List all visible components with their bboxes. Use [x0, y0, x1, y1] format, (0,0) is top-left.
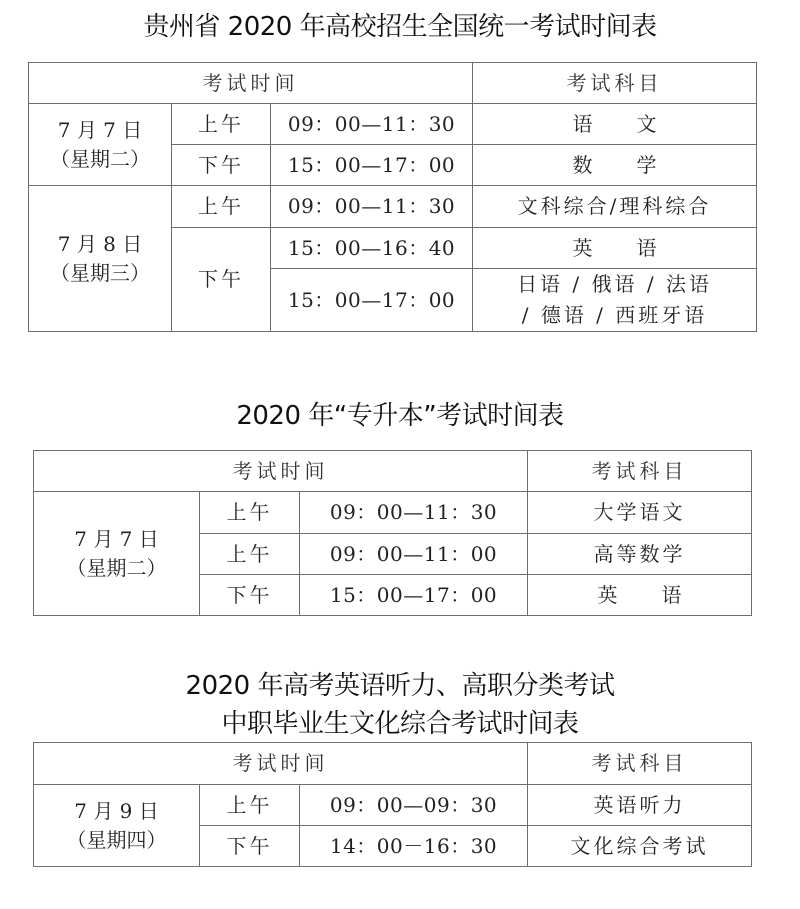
date-label: 7 月 9 日 — [74, 798, 159, 823]
header-exam-subject: 考试科目 — [528, 451, 752, 492]
time-cell: 15：00—17：00 — [271, 269, 473, 332]
period-cell: 下午 — [200, 826, 300, 867]
subject-cell: 日语 / 俄语 / 法语 / 德语 / 西班牙语 — [473, 269, 757, 332]
listening-vocational-title-line1: 2020 年高考英语听力、高职分类考试 — [185, 671, 615, 701]
header-exam-time: 考试时间 — [34, 743, 528, 785]
time-cell: 09：00—09：30 — [300, 785, 528, 826]
time-cell: 15：00—17：00 — [271, 145, 473, 186]
period-cell: 下午 — [200, 575, 300, 616]
listening-vocational-schedule-table — [33, 742, 752, 867]
weekday-label: （星期四） — [66, 827, 167, 852]
time-cell: 09：00—11：00 — [300, 534, 528, 575]
date-cell — [34, 785, 200, 867]
weekday-label: （星期二） — [50, 146, 150, 171]
header-exam-subject: 考试科目 — [528, 743, 752, 785]
time-cell: 09：00—11：30 — [271, 104, 473, 145]
header-exam-subject: 考试科目 — [473, 63, 757, 104]
table-header-row — [34, 451, 752, 492]
gaokao-schedule-table — [28, 62, 757, 332]
time-cell: 15：00—16：40 — [271, 228, 473, 269]
weekday-label: （星期二） — [66, 555, 167, 580]
time-cell: 09：00—11：30 — [271, 186, 473, 228]
date-cell — [29, 104, 172, 186]
table-row — [29, 104, 757, 145]
listening-vocational-title-line2: 中职毕业生文化综合考试时间表 — [221, 709, 579, 739]
zhuanshengben-schedule-table — [33, 450, 752, 616]
period-cell: 下午 — [172, 228, 271, 332]
period-cell: 上午 — [200, 534, 300, 575]
subject-cell: 大学语文 — [528, 492, 752, 534]
period-cell: 下午 — [172, 145, 271, 186]
period-cell: 上午 — [172, 186, 271, 228]
date-cell — [29, 186, 172, 332]
table-row — [29, 186, 757, 228]
period-cell: 上午 — [200, 785, 300, 826]
time-cell: 14：00－16：30 — [300, 826, 528, 867]
date-cell — [34, 492, 200, 616]
header-exam-time: 考试时间 — [29, 63, 473, 104]
subject-cell: 英语听力 — [528, 785, 752, 826]
period-cell: 上午 — [172, 104, 271, 145]
period-cell: 上午 — [200, 492, 300, 534]
subject-cell: 高等数学 — [528, 534, 752, 575]
subject-cell: 语文 — [473, 104, 757, 145]
subject-cell: 数学 — [473, 145, 757, 186]
table-row — [34, 492, 752, 534]
subject-cell: 文科综合/理科综合 — [473, 186, 757, 228]
subject-cell: 英语 — [473, 228, 757, 269]
time-cell: 09：00—11：30 — [300, 492, 528, 534]
time-cell: 15：00—17：00 — [300, 575, 528, 616]
subject-cell: 英语 — [528, 575, 752, 616]
date-label: 7 月 7 日 — [74, 526, 159, 551]
table-header-row — [34, 743, 752, 785]
subject-cell: 文化综合考试 — [528, 826, 752, 867]
header-exam-time: 考试时间 — [34, 451, 528, 492]
zhuanshengben-schedule-title: 2020 年“专升本”考试时间表 — [236, 401, 564, 431]
date-label: 7 月 8 日 — [57, 231, 143, 256]
gaokao-schedule-title: 贵州省 2020 年高校招生全国统一考试时间表 — [143, 12, 657, 42]
date-label: 7 月 7 日 — [57, 117, 143, 142]
table-row — [34, 785, 752, 826]
table-header-row — [29, 63, 757, 104]
weekday-label: （星期三） — [50, 260, 150, 285]
